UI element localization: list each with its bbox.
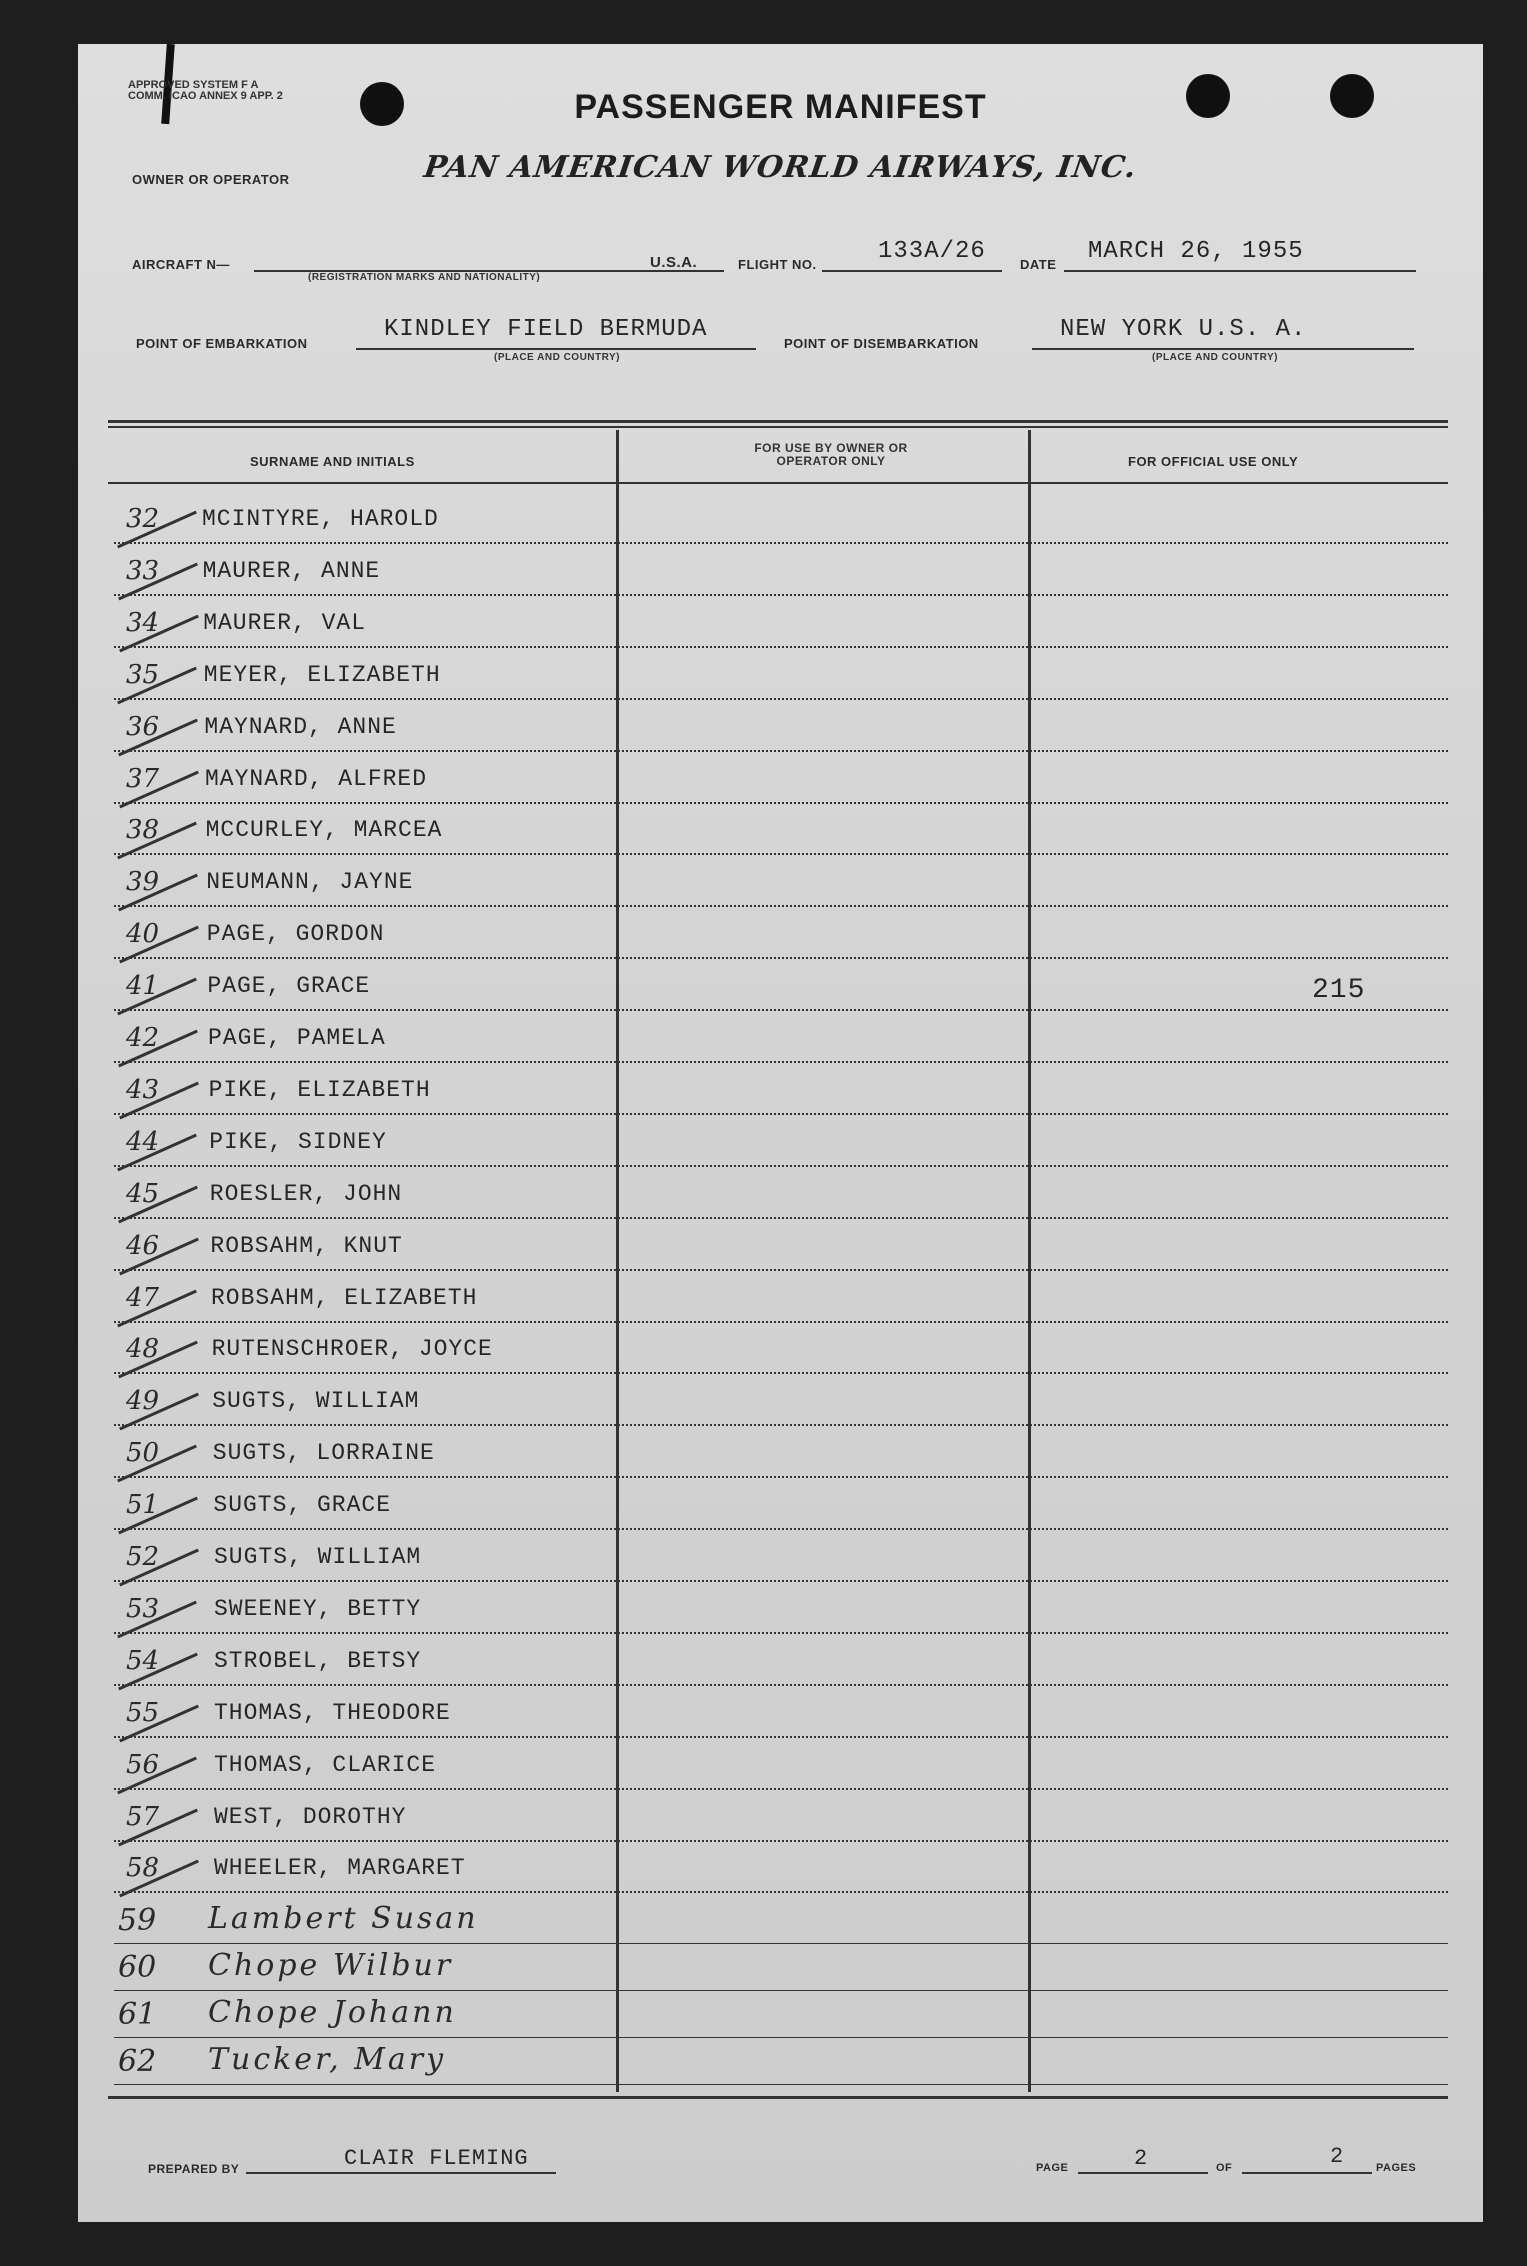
row-number: 61 (118, 1997, 157, 2033)
row-rule (114, 957, 1448, 959)
registration-caption: (REGISTRATION MARKS AND NATIONALITY) (308, 272, 541, 283)
passenger-name: THOMAS, THEODORE (214, 1699, 451, 1726)
row-number: 33 (126, 555, 160, 586)
row-number: 39 (126, 867, 160, 898)
row-number: 35 (126, 659, 160, 690)
official-use-header: FOR OFFICIAL USE ONLY (1128, 454, 1299, 469)
of-label: OF (1216, 2162, 1233, 2174)
passenger-name: SUGTS, WILLIAM (214, 1544, 422, 1570)
disembarkation-label: POINT OF DISEMBARKATION (784, 336, 979, 351)
row-rule (114, 542, 1448, 544)
surname-header: SURNAME AND INITIALS (250, 454, 415, 469)
passenger-name: STROBEL, BETSY (214, 1647, 422, 1674)
row-number: 56 (126, 1749, 160, 1780)
row-number: 41 (126, 971, 160, 1002)
manifest-title: PASSENGER MANIFEST (574, 88, 987, 126)
row-rule (114, 1990, 1448, 1991)
row-number: 59 (118, 1903, 157, 1939)
passenger-name: MCINTYRE, HAROLD (202, 506, 439, 532)
row-rule (114, 594, 1448, 596)
row-number: 46 (126, 1230, 160, 1261)
row-number: 34 (126, 607, 160, 638)
pages-label: PAGES (1376, 2162, 1417, 2174)
row-number: 62 (118, 2044, 157, 2080)
row-rule (114, 1424, 1448, 1426)
row-rule (114, 2037, 1448, 2038)
passenger-name: SWEENEY, BETTY (214, 1595, 422, 1622)
passenger-name: ROBSAHM, ELIZABETH (211, 1284, 478, 1311)
row-number: 40 (126, 919, 160, 950)
row-rule (114, 1736, 1448, 1738)
row-number: 37 (126, 763, 160, 794)
row-number: 52 (126, 1542, 160, 1572)
row-number: 49 (126, 1386, 160, 1417)
row-number: 50 (126, 1438, 160, 1469)
date-line (1064, 270, 1416, 272)
passenger-name: MAYNARD, ALFRED (205, 765, 428, 792)
column-divider (1028, 430, 1031, 2092)
passenger-name: MEYER, ELIZABETH (203, 661, 441, 688)
page-value: 2 (1134, 2146, 1149, 2171)
page-label: PAGE (1036, 2162, 1069, 2174)
row-rule (114, 1840, 1448, 1842)
manifest-document (78, 44, 1483, 2222)
usa-label: U.S.A. (650, 254, 698, 271)
prepared-value: CLAIR FLEMING (344, 2146, 529, 2171)
date-label: DATE (1020, 257, 1057, 272)
row-number: 54 (126, 1645, 160, 1676)
handwritten-name: Chope Wilbur (208, 1948, 454, 1984)
passenger-name: THOMAS, CLARICE (214, 1751, 437, 1778)
row-number: 38 (126, 815, 160, 846)
row-rule (114, 750, 1448, 752)
passenger-name: RUTENSCHROER, JOYCE (211, 1336, 493, 1363)
row-rule (114, 1943, 1448, 1944)
embarkation-line (356, 348, 756, 350)
row-rule (114, 1009, 1448, 1011)
of-line (1242, 2172, 1372, 2174)
passenger-name: SUGTS, GRACE (213, 1492, 392, 1519)
prepared-line (246, 2172, 556, 2174)
passenger-name: ROBSAHM, KNUT (210, 1232, 403, 1259)
place-country-caption: (PLACE AND COUNTRY) (494, 352, 620, 363)
embarkation-label: POINT OF EMBARKATION (136, 336, 308, 351)
owner-use-header: FOR USE BY OWNER OR OPERATOR ONLY (754, 441, 908, 468)
handwritten-name: Tucker, Mary (208, 2042, 447, 2078)
row-number: 36 (126, 711, 160, 742)
row-number: 57 (126, 1801, 160, 1832)
flight-line (822, 270, 1002, 272)
row-rule (114, 646, 1448, 648)
passenger-name: WHEELER, MARGARET (214, 1855, 466, 1882)
disembarkation-line (1032, 348, 1414, 350)
row-rule (114, 1788, 1448, 1790)
official-use-value: 215 (1312, 975, 1366, 1007)
row-number: 32 (126, 504, 160, 534)
row-rule (114, 1269, 1448, 1271)
row-rule (114, 1684, 1448, 1686)
approval-stamp: APPROVED SYSTEM F A COMM. ICAO ANNEX 9 APP. 2 (128, 79, 283, 102)
column-divider (616, 430, 619, 2092)
table-bottom-rule (108, 2096, 1448, 2099)
place-country-caption: (PLACE AND COUNTRY) (1152, 352, 1278, 363)
row-rule (114, 1528, 1448, 1530)
row-rule (114, 1476, 1448, 1478)
passenger-name: PAGE, GRACE (207, 973, 371, 1000)
prepared-label: PREPARED BY (148, 2162, 240, 2176)
row-rule (114, 2084, 1448, 2085)
passenger-name: SUGTS, LORRAINE (212, 1440, 435, 1467)
airline-name: PAN AMERICAN WORLD AIRWAYS, INC. (421, 150, 1140, 185)
row-number: 45 (126, 1178, 160, 1209)
row-rule (114, 1891, 1448, 1893)
row-rule (114, 802, 1448, 804)
table-top-rule (108, 426, 1448, 428)
row-rule (114, 1061, 1448, 1063)
header-rule (108, 482, 1448, 484)
row-number: 43 (126, 1074, 160, 1105)
row-number: 53 (126, 1593, 160, 1624)
passenger-name: MCCURLEY, MARCEA (205, 817, 443, 844)
passenger-name: SUGTS, WILLIAM (212, 1388, 420, 1415)
row-number: 48 (126, 1334, 160, 1365)
row-rule (114, 1321, 1448, 1323)
of-value: 2 (1330, 2144, 1345, 2169)
row-number: 51 (126, 1490, 160, 1521)
row-rule (114, 1632, 1448, 1634)
flight-number: 133A/26 (878, 238, 986, 265)
passenger-name: WEST, DOROTHY (214, 1803, 407, 1830)
aircraft-label: AIRCRAFT N— (132, 257, 230, 272)
handwritten-name: Lambert Susan (208, 1901, 479, 1937)
flight-label: FLIGHT NO. (738, 257, 817, 272)
row-rule (114, 698, 1448, 700)
passenger-name: MAURER, VAL (203, 609, 367, 636)
row-number: 47 (126, 1282, 160, 1313)
passenger-name: PAGE, PAMELA (208, 1025, 386, 1051)
passenger-name: PIKE, ELIZABETH (208, 1076, 431, 1103)
date-value: MARCH 26, 1955 (1088, 238, 1304, 265)
passenger-name: MAYNARD, ANNE (204, 713, 397, 740)
row-number: 58 (126, 1853, 160, 1884)
row-rule (114, 1165, 1448, 1167)
row-rule (114, 1217, 1448, 1219)
row-rule (114, 853, 1448, 855)
passenger-name: NEUMANN, JAYNE (206, 869, 414, 896)
handwritten-name: Chope Johann (208, 1995, 457, 2031)
row-number: 42 (126, 1023, 160, 1053)
row-rule (114, 1372, 1448, 1374)
row-number: 60 (118, 1950, 157, 1986)
passenger-name: PAGE, GORDON (206, 921, 385, 948)
row-rule (114, 905, 1448, 907)
row-number: 55 (126, 1697, 160, 1728)
disembarkation-value: NEW YORK U.S. A. (1060, 316, 1307, 343)
embarkation-value: KINDLEY FIELD BERMUDA (384, 316, 708, 343)
row-rule (114, 1580, 1448, 1582)
page-line (1078, 2172, 1208, 2174)
owner-label: OWNER OR OPERATOR (132, 172, 290, 187)
table-top-rule (108, 420, 1448, 423)
row-rule (114, 1113, 1448, 1115)
passenger-name: PIKE, SIDNEY (209, 1128, 387, 1155)
passenger-name: MAURER, ANNE (202, 557, 381, 584)
row-number: 44 (126, 1126, 160, 1157)
passenger-name: ROESLER, JOHN (209, 1180, 403, 1207)
